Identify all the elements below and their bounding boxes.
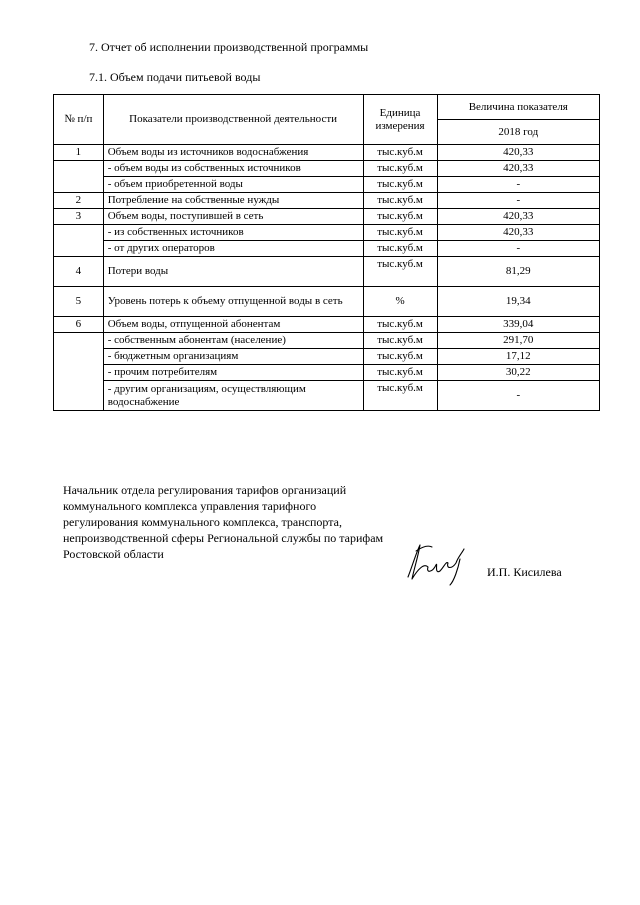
row-number: 6 xyxy=(54,317,104,333)
row-value: 81,29 xyxy=(437,257,599,287)
row-unit: тыс.куб.м xyxy=(363,381,437,411)
header-year: 2018 год xyxy=(437,120,599,145)
row-indicator: Уровень потерь к объему отпущенной воды в сеть xyxy=(103,287,363,317)
row-indicator: Объем воды из источников водоснабжения xyxy=(103,145,363,161)
table-row xyxy=(54,193,600,209)
row-number xyxy=(54,225,104,257)
table-row xyxy=(54,161,600,177)
section-title: 7. Отчет об исполнении производственной программы xyxy=(89,40,369,54)
row-unit: тыс.куб.м xyxy=(363,365,437,381)
header-num: № п/п xyxy=(54,95,104,145)
row-unit: тыс.куб.м xyxy=(363,145,437,161)
row-value: 291,70 xyxy=(437,333,599,349)
row-unit: % xyxy=(363,287,437,317)
table-row xyxy=(54,349,600,365)
signatory-position: Начальник отдела регулирования тарифов организаций коммунального комплекса управления тарифного регулирования коммунального комплекса, транспорта, непроизводственной сферы Региональной службы по тарифам Ростовской области xyxy=(63,483,384,561)
table-row xyxy=(54,177,600,193)
row-indicator: Потери воды xyxy=(103,257,363,287)
row-number: 4 xyxy=(54,257,104,287)
row-unit: тыс.куб.м xyxy=(363,333,437,349)
row-number: 5 xyxy=(54,287,104,317)
row-indicator: - от других операторов xyxy=(103,241,363,257)
table-row xyxy=(54,287,600,317)
row-value: 30,22 xyxy=(437,365,599,381)
row-value: - xyxy=(437,177,599,193)
row-indicator: Объем воды, отпущенной абонентам xyxy=(103,317,363,333)
header-value: Величина показателя xyxy=(437,95,599,120)
row-indicator: - объем воды из собственных источников xyxy=(103,161,363,177)
table-row xyxy=(54,225,600,241)
row-unit: тыс.куб.м xyxy=(363,257,437,287)
row-indicator: - из собственных источников xyxy=(103,225,363,241)
table-row xyxy=(54,209,600,225)
header-name: Показатели производственной деятельности xyxy=(103,95,363,145)
row-indicator: - собственным абонентам (население) xyxy=(103,333,363,349)
row-value: - xyxy=(437,241,599,257)
row-indicator: - объем приобретенной воды xyxy=(103,177,363,193)
table-row xyxy=(54,145,600,161)
table-row xyxy=(54,257,600,287)
row-value: 420,33 xyxy=(437,161,599,177)
row-indicator: Объем воды, поступившей в сеть xyxy=(103,209,363,225)
row-indicator: - бюджетным организациям xyxy=(103,349,363,365)
row-unit: тыс.куб.м xyxy=(363,241,437,257)
table-row xyxy=(54,381,600,411)
row-unit: тыс.куб.м xyxy=(363,209,437,225)
row-number xyxy=(54,333,104,411)
signatory-name: И.П. Кисилева xyxy=(487,565,562,579)
row-number xyxy=(54,161,104,193)
header-unit: Единица измерения xyxy=(363,95,437,145)
water-supply-table xyxy=(53,94,600,411)
handwritten-signature xyxy=(402,539,468,587)
section-subtitle: 7.1. Объем подачи питьевой воды xyxy=(89,70,261,84)
row-indicator: - прочим потребителям xyxy=(103,365,363,381)
table-row xyxy=(54,317,600,333)
row-number: 2 xyxy=(54,193,104,209)
row-value: 19,34 xyxy=(437,287,599,317)
row-unit: тыс.куб.м xyxy=(363,349,437,365)
table-row xyxy=(54,365,600,381)
row-unit: тыс.куб.м xyxy=(363,193,437,209)
row-value: 17,12 xyxy=(437,349,599,365)
row-unit: тыс.куб.м xyxy=(363,177,437,193)
table-row xyxy=(54,333,600,349)
row-value: 420,33 xyxy=(437,209,599,225)
row-unit: тыс.куб.м xyxy=(363,317,437,333)
row-value: 420,33 xyxy=(437,145,599,161)
row-unit: тыс.куб.м xyxy=(363,161,437,177)
row-number: 3 xyxy=(54,209,104,225)
row-value: - xyxy=(437,381,599,411)
row-unit: тыс.куб.м xyxy=(363,225,437,241)
row-value: 420,33 xyxy=(437,225,599,241)
row-indicator: - другим организациям, осуществляющим водоснабжение xyxy=(103,381,363,411)
row-indicator: Потребление на собственные нужды xyxy=(103,193,363,209)
row-value: 339,04 xyxy=(437,317,599,333)
table-row xyxy=(54,241,600,257)
row-value: - xyxy=(437,193,599,209)
row-number: 1 xyxy=(54,145,104,161)
